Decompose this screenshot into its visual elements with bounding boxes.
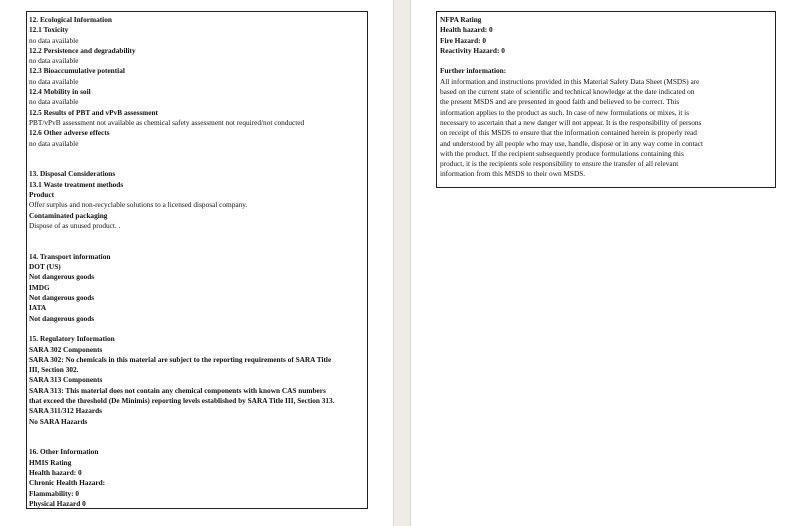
text-line: Offer surplus and non-recyclable solutions to a licensed disposal company. [29,200,248,210]
heading-line: 12. Ecological Information [29,15,112,24]
text-line: no data available [29,35,79,45]
page-gutter [393,0,411,526]
heading-line: IMDG [29,282,50,292]
text-line: no data available [29,56,79,66]
blank-line [29,149,367,159]
heading-line: Health hazard: 0 [29,468,82,478]
text-line: with the product. If the recipient subsequently produce formulations containing this [440,148,684,158]
heading-line: III, Section 302. [29,365,79,375]
text-line: no data available [29,76,79,86]
heading-line: DOT (US) [29,262,61,272]
heading-line: Further information: [440,66,507,76]
heading-line: Product [29,190,54,200]
text-line: product, it is the recipients sole responsibility to ensure the transfer of all relevant [440,159,679,169]
heading-line: SARA 313: This material does not contain any chemical components with known CAS numbers [29,385,326,395]
heading-line: IATA [29,303,47,313]
heading-line: Chronic Health Hazard: [29,478,106,488]
heading-line: Fire Hazard: 0 [440,35,487,45]
heading-line: 12.2 Persistence and degradability [29,45,136,55]
heading-line: that exceed the threshold (De Minimis) reporting levels established by SARA Title III, Section 313. [29,395,335,405]
heading-line: Not dangerous goods [29,293,95,303]
heading-line: NFPA Rating [440,15,482,24]
heading-line: 14. Transport information [29,251,111,261]
heading-line: 13.1 Waste treatment methods [29,179,124,189]
heading-line: 15. Regulatory Information [29,334,115,344]
text-line: PBT/vPvB assessment not available as chemical safety assessment not required/not conducted [29,117,305,127]
blank-line [29,231,367,241]
heading-line: Health hazard: 0 [440,25,493,35]
heading-line: 12.4 Mobility in soil [29,87,91,97]
heading-line: SARA 302: No chemicals in this material are subject to the reporting requirements of SARA Title [29,354,332,364]
blank-line [29,159,367,169]
heading-line: 12.5 Results of PBT and vPvB assessment [29,107,158,117]
heading-line: 13. Disposal Considerations [29,169,116,179]
msds-sections-12-16 [26,11,368,509]
document-page-right [411,0,800,526]
heading-line: SARA 311/312 Hazards [29,406,102,416]
text-line: All information and instructions provided in this Material Safety Data Sheet (MSDS) are [440,76,700,86]
heading-line: 12.6 Other adverse effects [29,128,110,138]
text-line: Dispose of as unused product. . [29,220,121,230]
text-line: and understood by all people who may use, handle, dispose or in any way come in contact [440,138,704,148]
heading-line: SARA 313 Components [29,375,103,385]
heading-line: SARA 302 Components [29,344,103,354]
heading-line: HMIS Rating [29,457,72,467]
text-line: on receipt of this MSDS to ensure that the information contained herein is properly read [440,128,697,138]
text-line: based on the current state of scientific and technical knowledge at the date indicated on [440,87,695,97]
text-line: information from this MSDS to their own MSDS. [440,169,586,179]
text-line: necessary to ascertain that a new danger will not appear. It is the responsibility of persons [440,117,702,127]
heading-line: Reactivity Hazard: 0 [440,45,505,55]
heading-line: 16. Other Information [29,447,99,457]
blank-line [440,56,775,66]
nfpa-further-information-box [436,11,776,188]
heading-line: Flammability: 0 [29,488,80,498]
heading-line: Not dangerous goods [29,272,95,282]
blank-line [29,242,367,252]
document-page-left [0,0,393,526]
blank-line [29,324,367,334]
heading-line: 12.3 Bioaccumulative potential [29,66,125,76]
text-line: the present MSDS and are presented in good faith and believed to be correct. This [440,97,680,107]
heading-line: 12.1 Toxicity [29,25,69,35]
text-line: no data available [29,138,79,148]
blank-line [29,427,367,437]
text-line: no data available [29,97,79,107]
heading-line: Physical Hazard 0 [29,498,86,508]
heading-line: No SARA Hazards [29,416,88,426]
text-line: information applies to the product as such. In case of new formulations or mixes, it is [440,107,690,117]
heading-line: Contaminated packaging [29,210,108,220]
heading-line: Not dangerous goods [29,313,95,323]
blank-line [29,437,367,447]
